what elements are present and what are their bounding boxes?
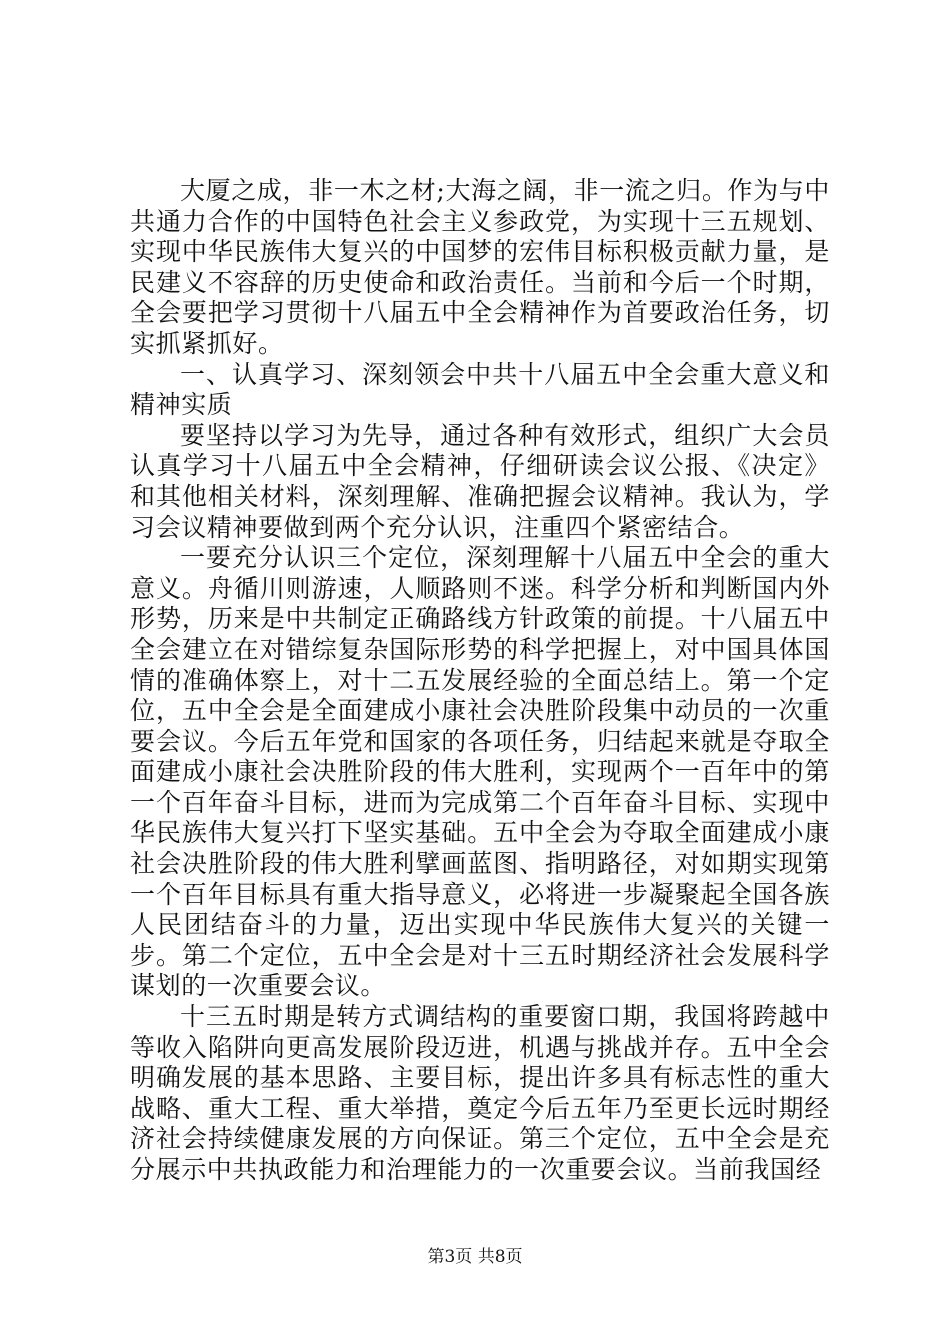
section-heading-1: 一、认真学习、深刻领会中共十八届五中全会重大意义和精神实质 bbox=[130, 359, 830, 420]
paragraph-intro: 大厦之成，非一木之材;大海之阔，非一流之归。作为与中共通力合作的中国特色社会主义参政党，为实现十三五规划、实现中华民族伟大复兴的中国梦的宏伟目标积极贡献力量，是民建义不容辞的历史使命和政治责任。当前和今后一个时期，全会要把学习贯彻十八届五中全会精神作为首要政治任务，切实抓紧抓好。 bbox=[130, 176, 830, 358]
page-footer: 第3页 共8页 bbox=[427, 1247, 523, 1267]
paragraph-study: 要坚持以学习为先导，通过各种有效形式，组织广大会员认真学习十八届五中全会精神，仔细研读会议公报、《决定》和其他相关材料，深刻理解、准确把握会议精神。我认为，学习会议精神要做到两个充分认识，注重四个紧密结合。 bbox=[130, 420, 830, 542]
paragraph-three-positions: 一要充分认识三个定位，深刻理解十八届五中全会的重大意义。舟循川则游速，人顺路则不迷。科学分析和判断国内外形势，历来是中共制定正确路线方针政策的前提。十八届五中全会建立在对错综复杂国际形势的科学把握上，对中国具体国情的准确体察上，对十二五发展经验的全面总结上。第一个定位，五中全会是全面建成小康社会决胜阶段集中动员的一次重要会议。今后五年党和国家的各项任务，归结起来就是夺取全面建成小康社会决胜阶段的伟大胜利，实现两个一百年中的第一个百年奋斗目标，进而为完成第二个百年奋斗目标、实现中华民族伟大复兴打下坚实基础。五中全会为夺取全面建成小康社会决胜阶段的伟大胜利擘画蓝图、指明路径，对如期实现第一个百年目标具有重大指导意义，必将进一步凝聚起全国各族人民团结奋斗的力量，迈出实现中华民族伟大复兴的关键一步。第二个定位，五中全会是对十三五时期经济社会发展科学谋划的一次重要会议。 bbox=[130, 543, 830, 1001]
document-body bbox=[130, 176, 830, 1186]
paragraph-thirteenth-five: 十三五时期是转方式调结构的重要窗口期，我国将跨越中等收入陷阱向更高发展阶段迈进，机遇与挑战并存。五中全会明确发展的基本思路、主要目标，提出许多具有标志性的重大战略、重大工程、重大举措，奠定今后五年乃至更长远时期经济社会持续健康发展的方向保证。第三个定位，五中全会是充分展示中共执政能力和治理能力的一次重要会议。当前我国经 bbox=[130, 1002, 830, 1184]
